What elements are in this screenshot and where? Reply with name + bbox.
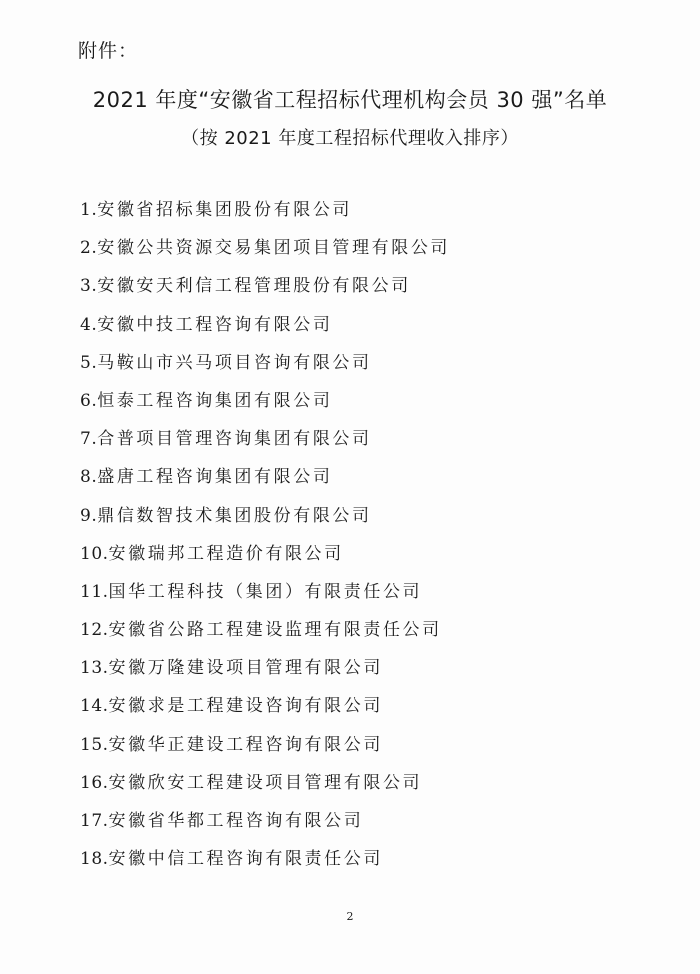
company-name: 安徽中技工程咨询有限公司 xyxy=(97,314,333,335)
company-list xyxy=(80,197,450,884)
list-item xyxy=(80,273,450,311)
list-item xyxy=(80,732,450,770)
company-name: 安徽中信工程咨询有限责任公司 xyxy=(108,849,383,870)
list-item-number: 9. xyxy=(80,505,98,526)
company-name: 安徽求是工程建设咨询有限公司 xyxy=(108,696,383,717)
list-item xyxy=(80,617,450,655)
list-item xyxy=(80,464,450,502)
company-name: 安徽瑞邦工程造价有限公司 xyxy=(108,543,344,564)
list-item-number: 1. xyxy=(80,200,98,220)
attachment-label: 附件： xyxy=(78,40,139,62)
list-item xyxy=(80,579,450,617)
list-item-number: 14. xyxy=(80,696,109,717)
list-item xyxy=(80,541,450,579)
company-name: 安徽万隆建设项目管理有限公司 xyxy=(108,658,383,679)
company-name: 马鞍山市兴马项目咨询有限公司 xyxy=(97,352,372,373)
company-name: 安徽公共资源交易集团项目管理有限公司 xyxy=(97,238,451,259)
company-name: 安徽省华都工程咨询有限公司 xyxy=(108,811,364,831)
company-name: 国华工程科技（集团）有限责任公司 xyxy=(108,581,423,602)
list-item xyxy=(80,235,450,273)
list-item-number: 7. xyxy=(80,429,98,450)
list-item xyxy=(80,426,450,464)
list-item xyxy=(80,655,450,693)
list-item-number: 3. xyxy=(80,276,98,297)
list-item-number: 5. xyxy=(80,352,98,373)
list-item-number: 8. xyxy=(80,467,98,488)
page-number: 2 xyxy=(346,910,354,923)
list-item-number: 16. xyxy=(80,772,109,793)
list-item xyxy=(80,312,450,350)
company-name: 盛唐工程咨询集团有限公司 xyxy=(97,467,333,488)
list-item-number: 2. xyxy=(80,238,98,259)
list-item-number: 15. xyxy=(80,734,109,755)
list-item-number: 6. xyxy=(80,390,98,411)
company-name: 安徽华正建设工程咨询有限公司 xyxy=(108,734,383,755)
list-item-number: 10. xyxy=(80,543,109,564)
list-item-number: 4. xyxy=(80,314,98,335)
list-item-number: 18. xyxy=(80,849,109,870)
list-item-number: 12. xyxy=(80,620,109,641)
list-item-number: 13. xyxy=(80,658,109,679)
list-item xyxy=(80,693,450,731)
company-name: 鼎信数智技术集团股份有限公司 xyxy=(97,505,372,526)
list-item xyxy=(80,388,450,426)
company-name: 安徽安天利信工程管理股份有限公司 xyxy=(97,276,411,297)
list-item xyxy=(80,350,450,388)
list-item xyxy=(80,770,450,808)
company-name: 安徽欣安工程建设项目管理有限公司 xyxy=(108,772,423,793)
list-item xyxy=(80,197,450,235)
list-item-number: 17. xyxy=(80,811,109,831)
document-title: 2021 年度“安徽省工程招标代理机构会员 30 强”名单 xyxy=(92,88,608,112)
list-item-number: 11. xyxy=(80,581,109,602)
document-subtitle: （按 2021 年度工程招标代理收入排序） xyxy=(181,128,519,149)
company-name: 安徽省公路工程建设监理有限责任公司 xyxy=(108,620,442,641)
list-item xyxy=(80,503,450,541)
list-item xyxy=(80,808,450,846)
company-name: 安徽省招标集团股份有限公司 xyxy=(97,200,353,220)
company-name: 恒泰工程咨询集团有限公司 xyxy=(97,390,333,411)
list-item xyxy=(80,846,450,884)
company-name: 合普项目管理咨询集团有限公司 xyxy=(97,429,372,450)
